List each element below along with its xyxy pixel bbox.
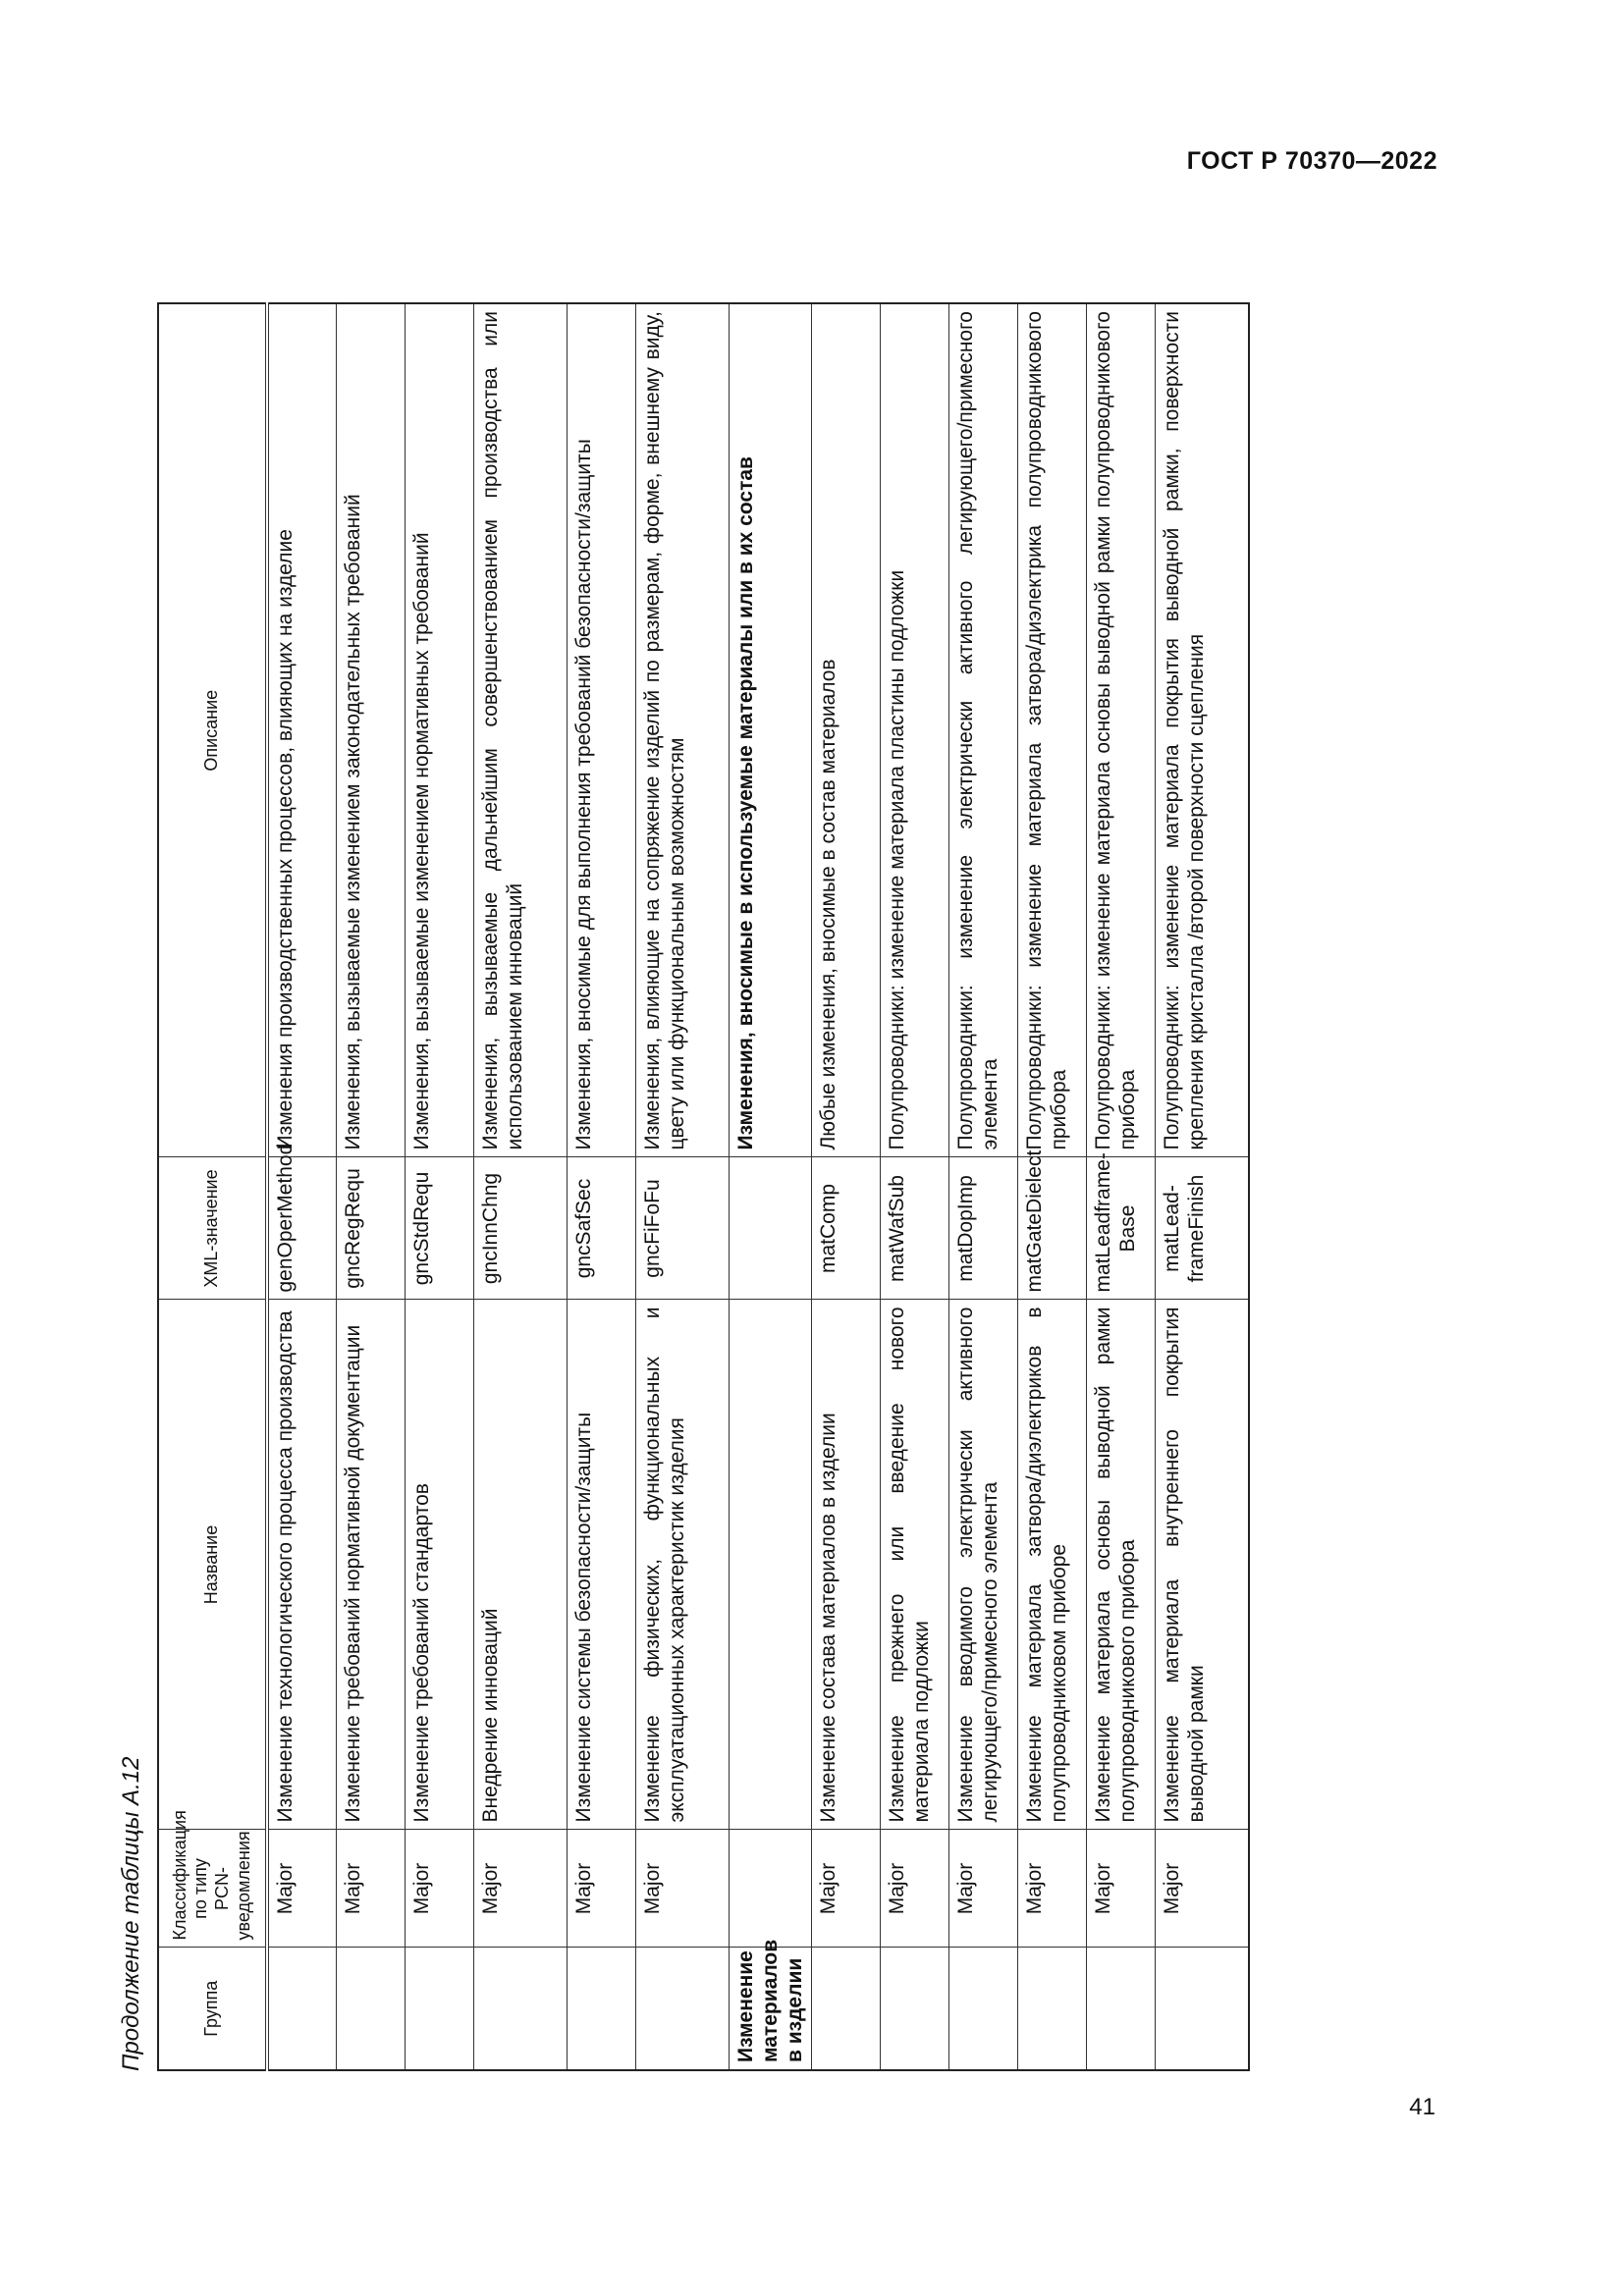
table-row [473,303,567,2070]
cell-xml: matDopImp [949,1157,1018,1300]
cell-name [729,1300,812,1830]
cell-name: Изменение требований стандартов [405,1300,473,1830]
cell-class: Major [812,1830,881,1948]
cell-name: Изменение материала затвора/диэлектриков в полупроводниковом приборе [1018,1300,1087,1830]
table-row [336,303,405,2070]
cell-description: Полупроводники: изменение материала пластины подложки [881,303,949,1157]
cell-group [812,1948,881,2070]
table-header-row [158,303,267,2070]
cell-class: Major [1156,1830,1249,1948]
table-row [1087,303,1156,2070]
cell-description: Изменения, вызываемые изменением законодательных требований [336,303,405,1157]
table-row [812,303,881,2070]
table-row [1018,303,1087,2070]
cell-description: Изменения, вносимые для выполнения требований безопасности/защиты [567,303,635,1157]
cell-group [635,1948,729,2070]
column-header-xml: XML-значение [158,1157,267,1300]
cell-group [567,1948,635,2070]
column-header-name: Название [158,1300,267,1830]
cell-name: Изменение технологического процесса производства [267,1300,336,1830]
cell-name: Изменение материала основы выводной рамки полупроводникового прибора [1087,1300,1156,1830]
cell-name: Изменение физических, функциональных и эксплуатационных характеристик изделия [635,1300,729,1830]
cell-name: Изменение материала внутреннего покрытия выводной рамки [1156,1300,1249,1830]
table-row [949,303,1018,2070]
cell-group [1156,1948,1249,2070]
cell-name: Изменение вводимого электрически активного легирующего/примесного элемента [949,1300,1018,1830]
table-caption: Продолжение таблицы А.12 [118,1756,144,2071]
cell-xml: matComp [812,1157,881,1300]
cell-xml: genOperMethod [267,1157,336,1300]
cell-description: Полупроводники: изменение материала затвора/диэлектрика полупроводникового прибора [1018,303,1087,1157]
cell-class: Major [473,1830,567,1948]
cell-xml [729,1157,812,1300]
cell-class [729,1830,812,1948]
cell-group [405,1948,473,2070]
cell-description: Любые изменения, вносимые в состав материалов [812,303,881,1157]
cell-name: Изменение системы безопасности/защиты [567,1300,635,1830]
table-row-group-heading [729,303,812,2070]
cell-group [949,1948,1018,2070]
cell-name: Изменение требований нормативной документации [336,1300,405,1830]
cell-xml: gncFiFoFu [635,1157,729,1300]
cell-class: Major [1087,1830,1156,1948]
cell-description: Изменения, вносимые в используемые материалы или в их состав [729,303,812,1157]
cell-class: Major [881,1830,949,1948]
cell-group [473,1948,567,2070]
page-number: 41 [1409,2094,1435,2120]
cell-group [267,1948,336,2070]
cell-description: Изменения производственных процессов, влияющих на изделие [267,303,336,1157]
cell-description: Полупроводники: изменение материала основы выводной рамки полупроводникового прибора [1087,303,1156,1157]
column-header-description: Описание [158,303,267,1157]
column-header-class: Классификация по типу PCN-уведомления [158,1830,267,1948]
standard-code: ГОСТ Р 70370—2022 [1186,147,1437,175]
cell-group: Изменение материалов в изделии [729,1948,812,2070]
table-row [635,303,729,2070]
cell-xml: matWafSub [881,1157,949,1300]
table-row [881,303,949,2070]
cell-group [881,1948,949,2070]
cell-class: Major [949,1830,1018,1948]
table-row [405,303,473,2070]
table-row [567,303,635,2070]
cell-group [1087,1948,1156,2070]
cell-description: Полупроводники: изменение электрически активного легирующего/примесного элемента [949,303,1018,1157]
rotated-table-block [118,304,1335,2071]
table-row [1156,303,1249,2070]
cell-xml: gncSafSec [567,1157,635,1300]
cell-group [336,1948,405,2070]
cell-xml: gncStdRequ [405,1157,473,1300]
cell-description: Полупроводники: изменение материала покрытия выводной рамки, поверхности крепления кристалла /второй поверхности сцепления [1156,303,1249,1157]
cell-description: Изменения, влияющие на сопряжение изделий по размерам, форме, внешнему виду, цвету или функциональным возможностям [635,303,729,1157]
cell-group [1018,1948,1087,2070]
cell-class: Major [635,1830,729,1948]
cell-class: Major [405,1830,473,1948]
cell-class: Major [267,1830,336,1948]
cell-xml: matLead-frameFinish [1156,1157,1249,1300]
cell-name: Изменение прежнего или введение нового материала подложки [881,1300,949,1830]
cell-xml: matGateDielect [1018,1157,1087,1300]
cell-description: Изменения, вызываемые изменением нормативных требований [405,303,473,1157]
cell-xml: gncRegRequ [336,1157,405,1300]
cell-description: Изменения, вызываемые дальнейшим совершенствованием производства или использованием инноваций [473,303,567,1157]
column-header-group: Группа [158,1948,267,2070]
cell-class: Major [1018,1830,1087,1948]
pcn-table [157,302,1250,2071]
cell-xml: gncInnChng [473,1157,567,1300]
cell-class: Major [567,1830,635,1948]
cell-xml: matLeadframe-Base [1087,1157,1156,1300]
table-row [267,303,336,2070]
cell-class: Major [336,1830,405,1948]
cell-name: Внедрение инноваций [473,1300,567,1830]
cell-name: Изменение состава материалов в изделии [812,1300,881,1830]
